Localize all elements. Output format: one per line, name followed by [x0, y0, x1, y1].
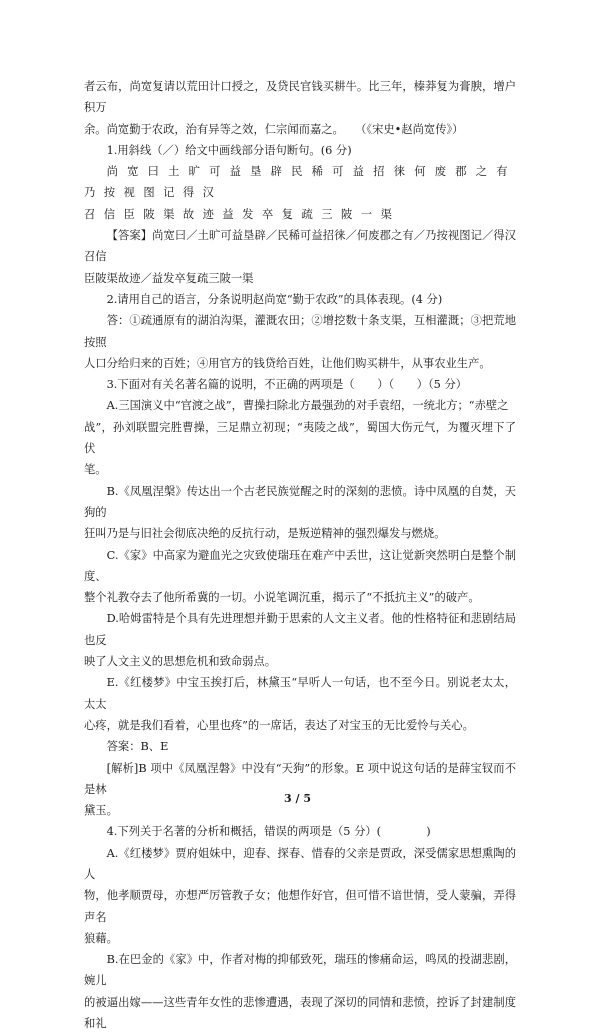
question-2: 2.请用自己的语言，分条说明赵尚宽“勤于农政”的具体表现。(4 分) — [106, 292, 443, 306]
option-a: 物，他孝顺贾母，亦想严厉管教子女；他想作好官，但可惜不谙世情，受人蒙骗，弄得声名 — [84, 889, 516, 924]
text-line: 者云布，尚宽复请以荒田计口授之，及贷民官钱买耕牛。比三年，榛莽复为膏腴，增户积万 — [84, 80, 516, 115]
option-a: A.《红楼梦》贾府姐妹中，迎春、探春、惜春的父亲是贾政，深受儒家思想熏陶的人 — [84, 846, 516, 881]
option-a: 战”，孙刘联盟完胜曹操，三足鼎立初现；“夷陵之战”，蜀国大伤元气，为覆灭埋下了伏 — [84, 420, 516, 456]
answer-1: 【答案】尚宽曰／土旷可益垦辟／民稀可益招徕／何废郡之有／乃按视图记／得汉召信 — [84, 229, 516, 264]
option-a: A.三国演义中“官渡之战”，曹操扫除北方最强劲的对手袁绍，一统北方；“赤壁之 — [106, 399, 509, 413]
analysis-3: 黛玉。 — [84, 804, 118, 818]
option-e: 心疼，就是我们看着，心里也疼”的一席话，表达了对宝玉的无比爱怜与关心。 — [84, 718, 474, 732]
option-c: C.《家》中高家为避血光之灾致使瑞珏在难产中丢世，这让觉新突然明白是整个制度、 — [84, 548, 516, 583]
question-1-passage: 召信臣陂渠故迹益发卒复疏三陂一渠 — [84, 207, 401, 221]
question-1-passage: 尚宽曰土旷可益垦辟民稀可益招徕何废郡之有乃按视图记得汉 — [84, 165, 516, 200]
option-b: B.在巴金的《家》中，作者对梅的抑郁致死，瑞珏的惨痛命运，鸣凤的投湖悲剧，婉儿 — [84, 953, 516, 988]
answer-2: 答：①疏通原有的湖泊沟渠，灌溉农田；②增挖数十条支渠，互相灌溉；③把荒地按照 — [84, 314, 516, 349]
option-a: 笔。 — [84, 463, 107, 477]
question-1: 1.用斜线（／）给文中画线部分语句断句。(6 分) — [106, 143, 352, 157]
option-b: B.《凤凰涅槃》传达出一个古老民族觉醒之时的深刻的悲愤。诗中凤凰的自焚，天狗的 — [84, 484, 516, 519]
document-body — [84, 76, 516, 1034]
option-d: 映了人文主义的思想危机和致命弱点。 — [84, 655, 277, 669]
question-3: 3.下面对有关名著名篇的说明，不正确的两项是（ ）（ ）（5 分） — [106, 378, 468, 392]
answer-2: 人口分给归来的百姓；④用官方的钱贷给百姓，让他们购买耕牛，从事农业生产。 — [84, 356, 491, 370]
text-line: 余。尚宽勤于农政，治有异等之效，仁宗闻而嘉之。 （《宋史•赵尚宽传》） — [84, 122, 464, 136]
option-b: 狂叫乃是与旧社会彻底决绝的反抗行动，是叛逆精神的强烈爆发与燃烧。 — [84, 527, 446, 541]
question-4: 4.下列关于名著的分析和概括，错误的两项是（5 分）( ) — [106, 825, 431, 839]
option-a: 狼藉。 — [84, 931, 118, 945]
option-c: 整个礼教夺去了他所希冀的一切。小说笔调沉重，揭示了“不抵抗主义”的破产。 — [84, 591, 480, 605]
option-d: D.哈姆雷特是个具有先进理想并勤于思索的人文主义者。他的性格特征和悲剧结局也反 — [84, 612, 516, 647]
page-number: 3 / 5 — [284, 792, 311, 805]
answer-1: 臣陂渠故迹／益发卒复疏三陂一渠 — [84, 271, 254, 285]
option-e: E.《红楼梦》中宝玉挨打后，林黛玉“早听人一句话，也不至今日。别说老太太，太太 — [84, 676, 516, 711]
analysis-3: [解析]B 项中《凤凰涅磐》中没有“天狗”的形象。E 项中说这句话的是薛宝钗而不是林 — [84, 761, 516, 796]
option-b: 的被逼出嫁——这些青年女性的悲惨遭遇，表现了深切的同情和悲愤，控诉了封建制度和礼 — [84, 995, 516, 1031]
answer-3: 答案：B、E — [106, 740, 169, 754]
